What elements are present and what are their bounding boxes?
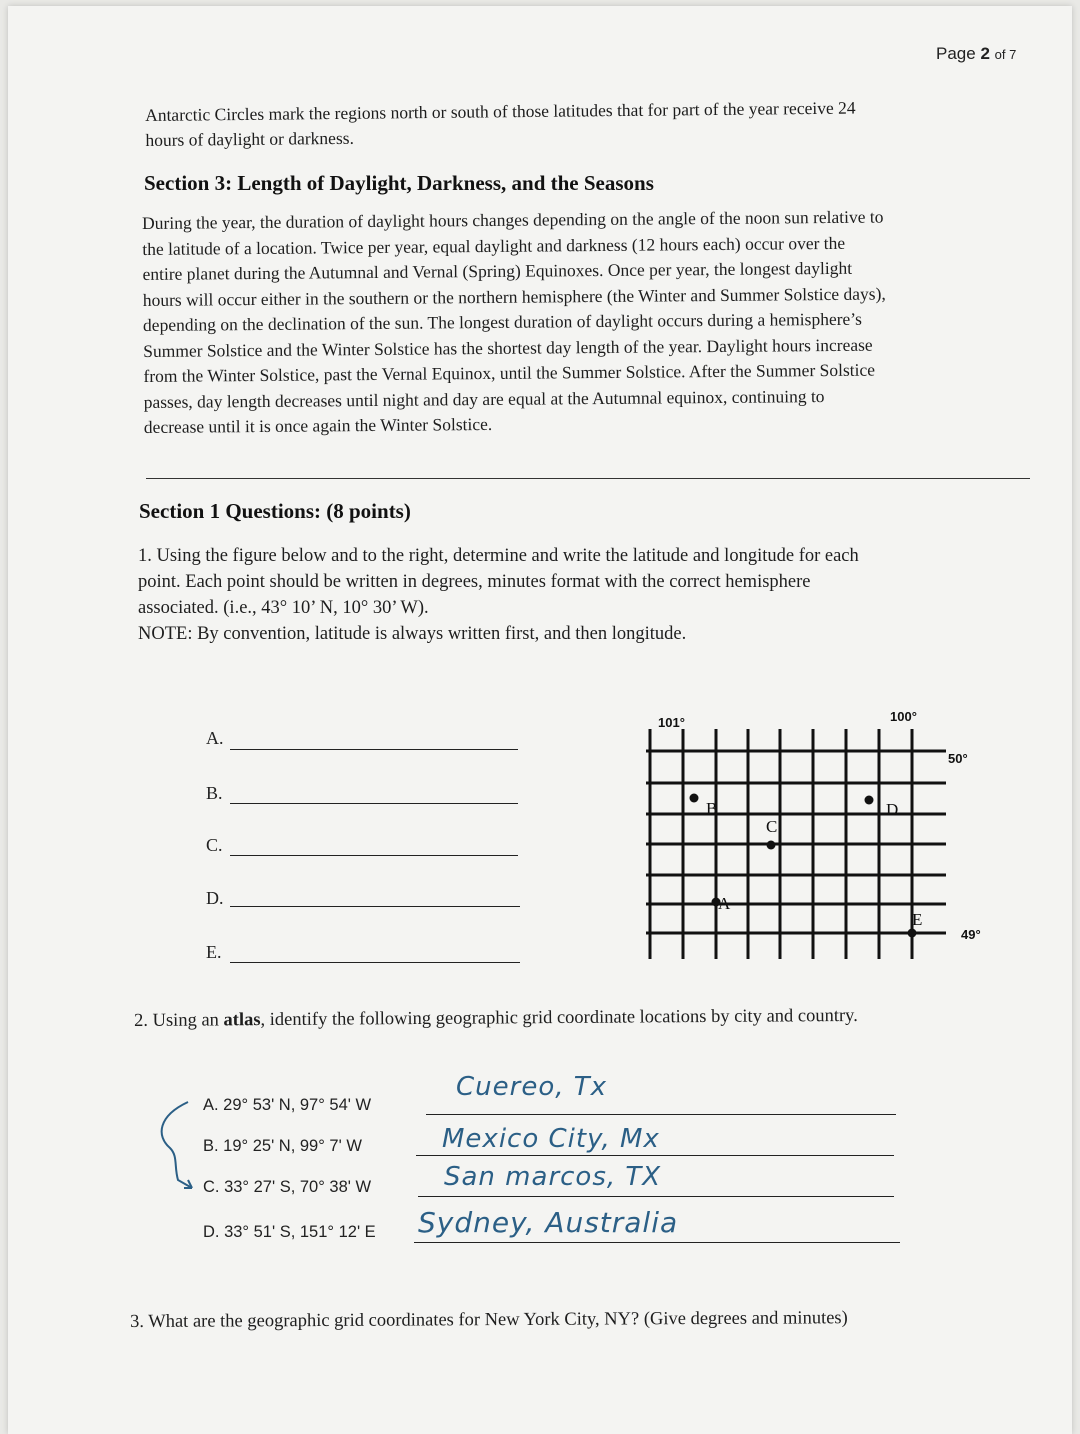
grid-latitude-lines	[646, 751, 946, 933]
paragraph-line: Summer Solstice and the Winter Solstice has the shortest day length of the year. Daylight hours increase	[143, 334, 873, 361]
answer-line-e[interactable]	[230, 962, 520, 963]
question2-text	[134, 1004, 858, 1035]
question1-text	[138, 543, 859, 647]
question-line: associated. (i.e., 43° 10’ N, 10° 30’ W).	[138, 598, 429, 618]
q2-prompt-post: , identify the following geographic grid coordinate locations by city and country.	[260, 1005, 858, 1031]
grid-point-d-label: D	[886, 800, 899, 819]
intro-line: Antarctic Circles mark the regions north or south of those latitudes that for part of the year receive 24	[145, 97, 856, 125]
q2-prompt-bold: atlas	[223, 1010, 261, 1031]
paragraph-line: entire planet during the Autumnal and Vernal (Spring) Equinoxes. Once per year, the longest daylight	[142, 257, 853, 284]
grid-point-b-dot	[690, 794, 699, 803]
q2-item-b-label: B. 19° 25' N, 99° 7' W	[203, 1137, 362, 1155]
page-total: of 7	[994, 47, 1017, 62]
page-current: 2	[980, 44, 990, 63]
q2-item-d-line[interactable]	[414, 1242, 900, 1243]
answer-label-c: C.	[206, 835, 223, 855]
q2-item-c-line[interactable]	[418, 1196, 894, 1197]
section1-title: Section 1 Questions: (8 points)	[139, 499, 411, 523]
intro-line: hours of daylight or darkness.	[145, 127, 354, 150]
answer-label-d: D.	[206, 888, 224, 908]
q2-prompt-pre: 2. Using an	[134, 1010, 224, 1031]
paragraph-line: depending on the declination of the sun. The longest duration of daylight occurs during a hemisphere’s	[142, 308, 863, 335]
q2-item-c-label: C. 33° 27' S, 70° 38' W	[203, 1178, 372, 1196]
worksheet-page	[8, 6, 1072, 1434]
grid-point-c-dot	[767, 841, 776, 850]
answer-line-d[interactable]	[230, 906, 520, 907]
q2-item-a-label: A. 29° 53' N, 97° 54' W	[203, 1096, 372, 1114]
paragraph-line: passes, day length decreases until night and day are equal at the Autumnal equinox, continuing to	[143, 385, 825, 412]
q2-item-a-line[interactable]	[426, 1114, 896, 1115]
grid-point-c-label: C	[766, 817, 778, 836]
grid-lon-left-label: 101°	[658, 715, 685, 730]
section3-title: Section 3: Length of Daylight, Darkness, and the Seasons	[144, 171, 654, 195]
section-divider	[146, 478, 1030, 479]
answer-label-a: A.	[206, 728, 224, 748]
paragraph-line: decrease until it is once again the Winter Solstice.	[143, 413, 493, 437]
answer-line-a[interactable]	[230, 749, 518, 750]
q2-item-d-answer[interactable]: Sydney, Australia	[418, 1206, 679, 1239]
page-label: Page	[936, 44, 976, 63]
q2-item-a-answer[interactable]: Cuereo, Tx	[456, 1072, 608, 1102]
grid-point-e-dot	[908, 929, 917, 938]
page-number	[936, 44, 1016, 64]
paragraph-line: During the year, the duration of daylight hours changes depending on the angle of the noon sun relative to	[142, 206, 884, 233]
grid-lon-right-label: 100°	[890, 709, 917, 724]
answer-label-b: B.	[206, 783, 223, 803]
grid-point-d-dot	[865, 796, 874, 805]
lat-long-grid	[628, 701, 988, 971]
section3-paragraph	[142, 205, 887, 441]
q2-item-c-answer[interactable]: San marcos, TX	[444, 1162, 662, 1192]
question-line: point. Each point should be written in degrees, minutes format with the correct hemisphere	[138, 572, 811, 592]
q2-item-b-answer[interactable]: Mexico City, Mx	[442, 1124, 660, 1154]
handwritten-bracket-arrow	[148, 1096, 208, 1206]
question-line: NOTE: By convention, latitude is always written first, and then longitude.	[138, 624, 687, 644]
paragraph-line: the latitude of a location. Twice per year, equal daylight and darkness (12 hours each) occur over the	[142, 232, 846, 259]
grid-point-b-label: B	[706, 799, 718, 818]
grid-lat-bottom-label: 49°	[961, 927, 981, 942]
paragraph-line: from the Winter Solstice, past the Vernal Equinox, until the Summer Solstice. After the Summer Solstice	[143, 359, 876, 386]
q2-item-b-line[interactable]	[416, 1155, 894, 1156]
q2-item-d-label: D. 33° 51' S, 151° 12' E	[203, 1223, 376, 1241]
grid-point-a-label: A	[718, 894, 731, 913]
grid-lat-top-label: 50°	[948, 751, 968, 766]
paragraph-line: hours will occur either in the southern or the northern hemisphere (the Winter and Summer Solstice days),	[142, 283, 886, 310]
answer-line-c[interactable]	[230, 855, 518, 856]
answer-line-b[interactable]	[230, 803, 518, 804]
question-line: 1. Using the figure below and to the right, determine and write the latitude and longitude for each	[138, 546, 859, 566]
grid-point-e-label: E	[912, 910, 923, 929]
question3-text: 3. What are the geographic grid coordinates for New York City, NY? (Give degrees and minutes)	[130, 1308, 848, 1332]
intro-paragraph	[145, 96, 856, 153]
answer-label-e: E.	[206, 942, 222, 962]
